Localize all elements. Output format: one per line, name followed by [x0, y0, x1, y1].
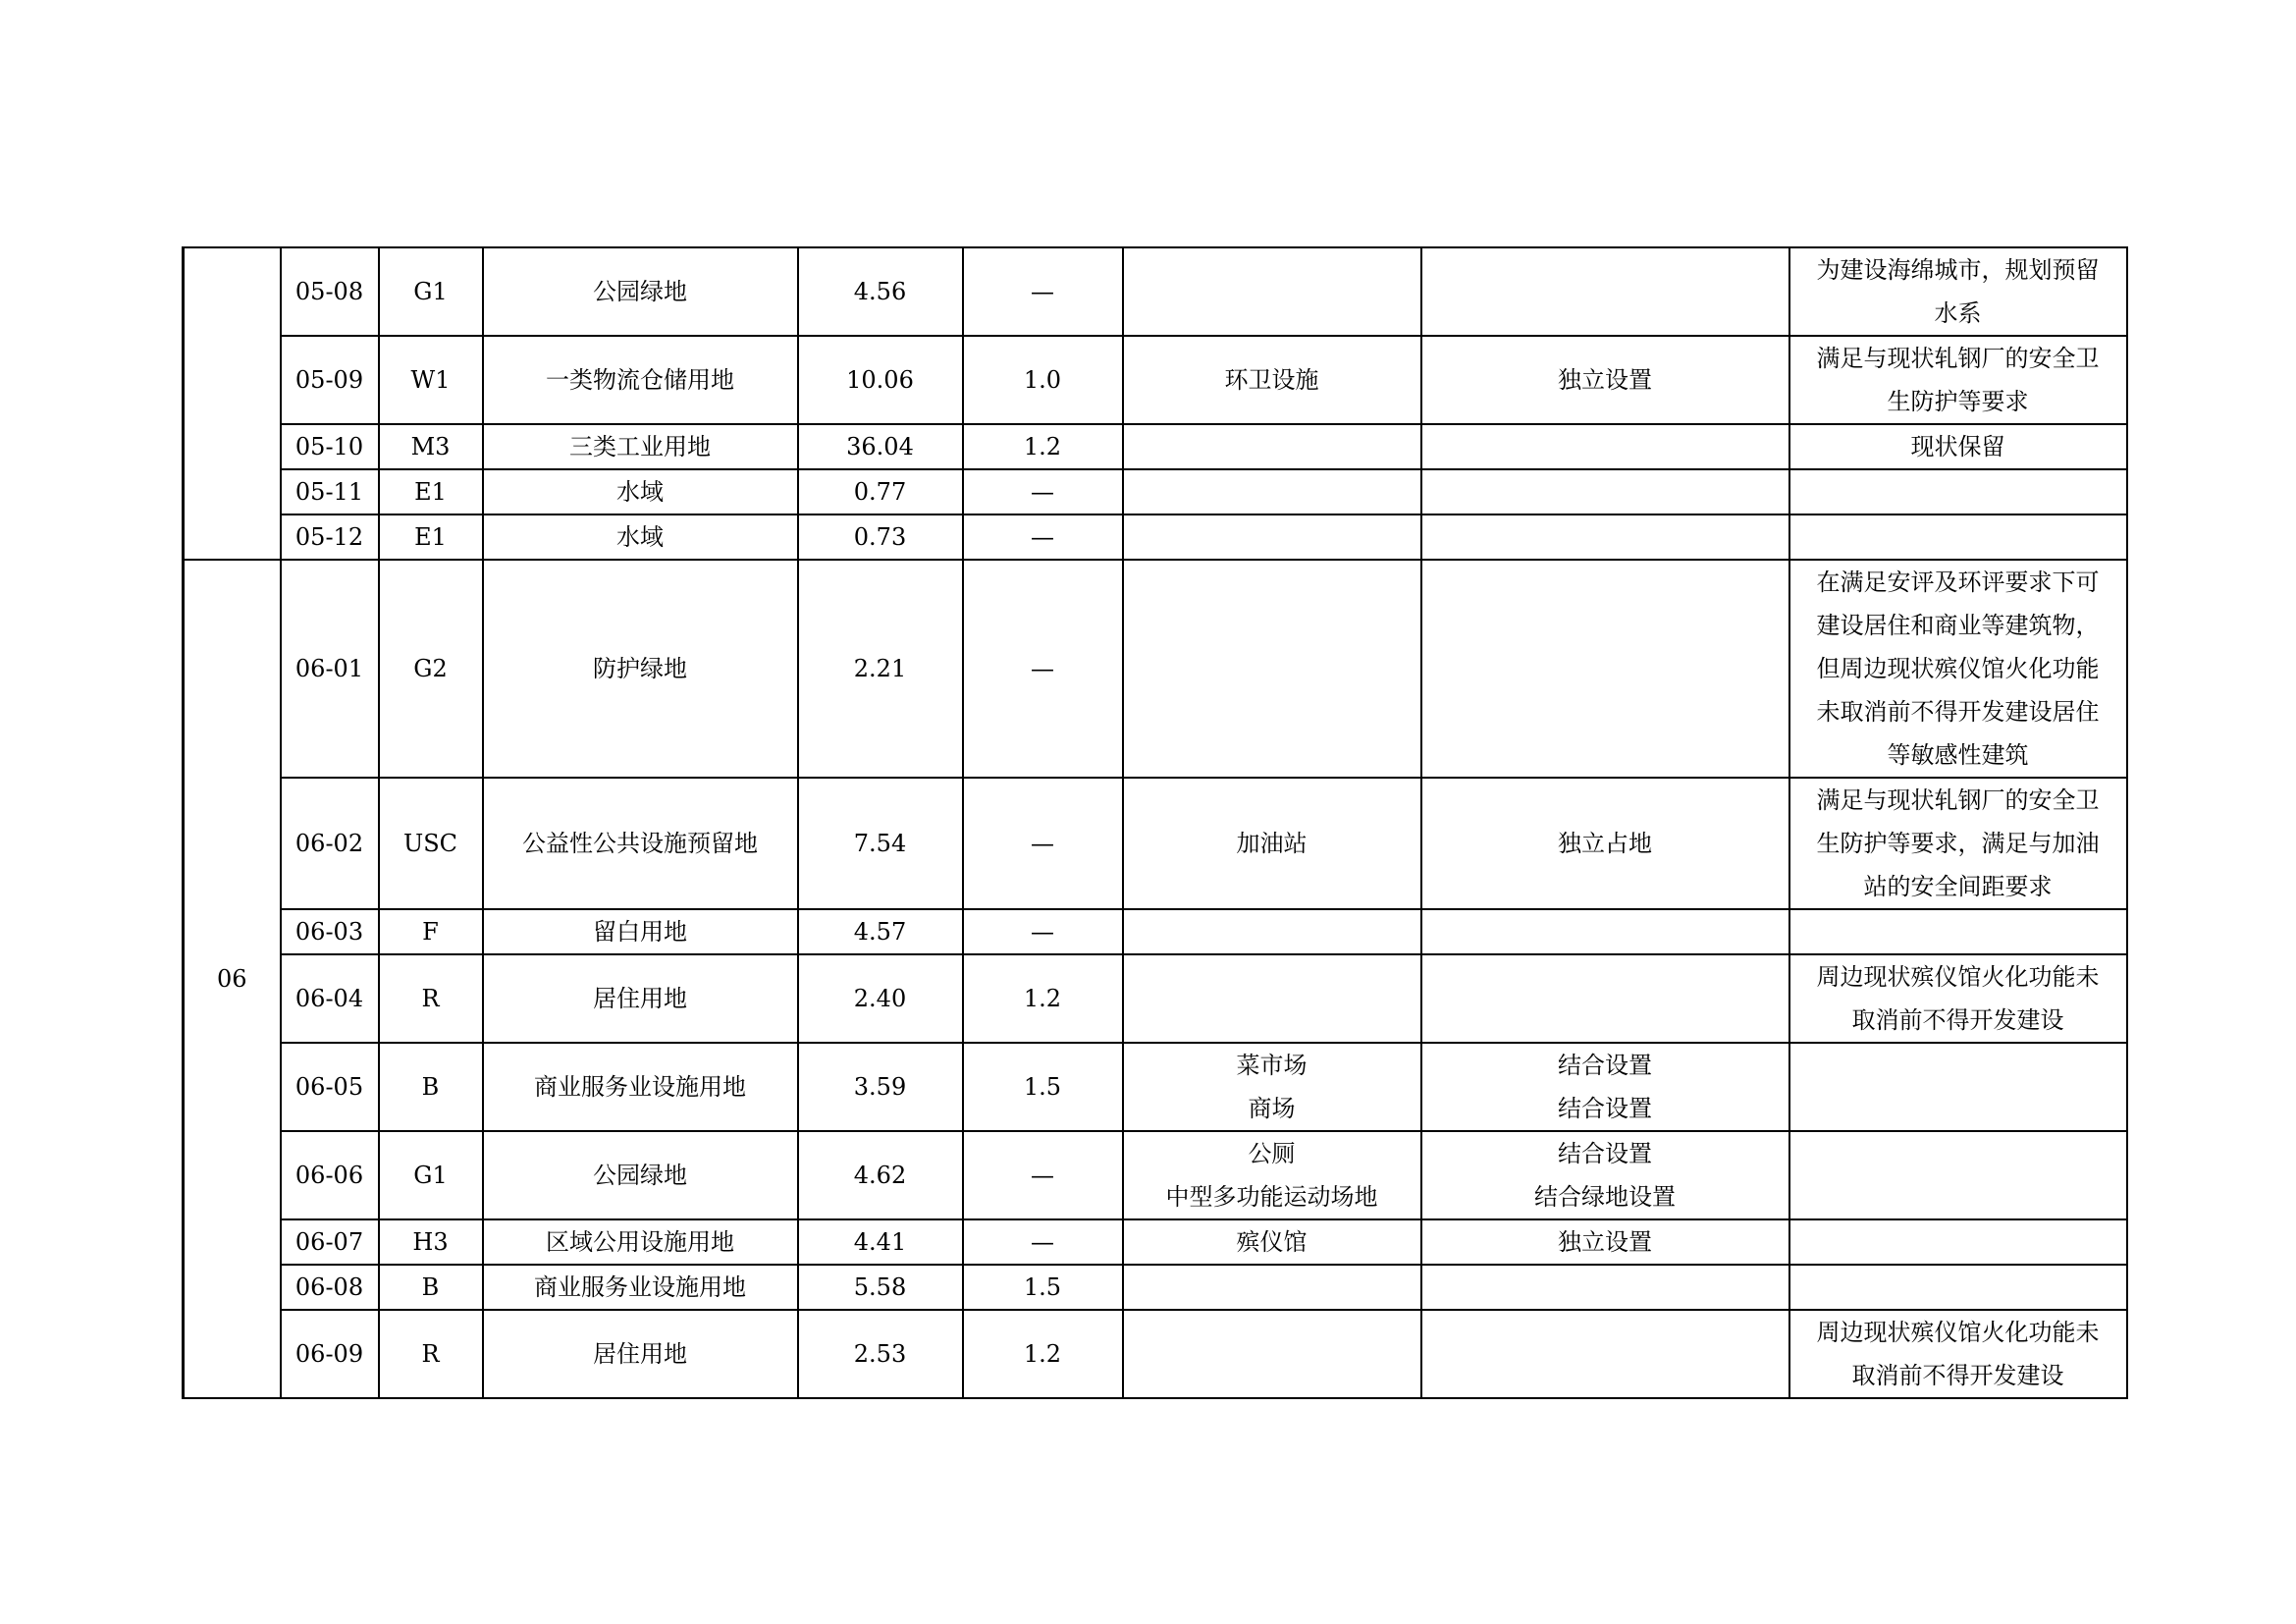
land-type-code: R: [379, 954, 483, 1043]
table-row: [184, 560, 2127, 778]
land-use-name: 居住用地: [483, 954, 798, 1043]
setup-mode-line: 结合设置: [1558, 1052, 1652, 1079]
setup-mode: [1421, 469, 1789, 514]
plot-code: 06-05: [281, 1043, 379, 1131]
remark: [1789, 1310, 2127, 1398]
plot-code: 06-02: [281, 778, 379, 909]
facility-name: [1123, 469, 1421, 514]
setup-mode: [1421, 1043, 1789, 1131]
setup-mode: [1421, 778, 1789, 909]
plot-code: 06-07: [281, 1219, 379, 1265]
facility-name-line: 商场: [1248, 1095, 1296, 1122]
remark-line: 站的安全间距要求: [1863, 873, 2053, 900]
facility-name: [1123, 1131, 1421, 1219]
remark-line: 生防护等要求: [1887, 388, 2029, 415]
land-type-code: USC: [379, 778, 483, 909]
setup-mode: [1421, 909, 1789, 954]
land-type-code: M3: [379, 424, 483, 469]
area-value: 3.59: [798, 1043, 963, 1131]
remark-line: 未取消前不得开发建设居住: [1816, 698, 2100, 726]
plot-code: 05-11: [281, 469, 379, 514]
table-row: [184, 514, 2127, 560]
remark-line: 周边现状殡仪馆火化功能未: [1816, 963, 2100, 991]
table-row: [184, 1219, 2127, 1265]
remark-line: 等敏感性建筑: [1887, 741, 2029, 769]
far-value: 1.2: [963, 424, 1123, 469]
far-value: 1.5: [963, 1043, 1123, 1131]
setup-mode: [1421, 514, 1789, 560]
plot-code: 06-08: [281, 1265, 379, 1310]
facility-name: [1123, 514, 1421, 560]
table-row: [184, 1043, 2127, 1131]
land-type-code: G2: [379, 560, 483, 778]
remark-line: 但周边现状殡仪馆火化功能: [1816, 655, 2100, 682]
setup-mode: [1421, 954, 1789, 1043]
setup-mode: [1421, 1131, 1789, 1219]
land-type-code: E1: [379, 514, 483, 560]
setup-mode-line: 独立设置: [1558, 1228, 1652, 1256]
table-row: [184, 424, 2127, 469]
far-value: —: [963, 1131, 1123, 1219]
table-row: [184, 954, 2127, 1043]
facility-name: [1123, 560, 1421, 778]
remark-line: 建设居住和商业等建筑物，: [1816, 612, 2100, 639]
area-value: 2.53: [798, 1310, 963, 1398]
land-type-code: H3: [379, 1219, 483, 1265]
land-use-name: 水域: [483, 514, 798, 560]
remark: [1789, 514, 2127, 560]
table-row: [184, 247, 2127, 336]
plot-code: 06-03: [281, 909, 379, 954]
facility-name: [1123, 1310, 1421, 1398]
land-use-name: 防护绿地: [483, 560, 798, 778]
setup-mode: [1421, 1219, 1789, 1265]
facility-name-line: 中型多功能运动场地: [1165, 1183, 1378, 1211]
setup-mode: [1421, 247, 1789, 336]
facility-name: [1123, 424, 1421, 469]
table-row: [184, 1310, 2127, 1398]
facility-name: [1123, 778, 1421, 909]
facility-name: [1123, 1265, 1421, 1310]
plot-code: 06-06: [281, 1131, 379, 1219]
remark-line: 为建设海绵城市，规划预留: [1816, 256, 2100, 284]
remark: [1789, 336, 2127, 424]
land-use-name: 水域: [483, 469, 798, 514]
setup-mode-line: 结合设置: [1558, 1095, 1652, 1122]
remark-line: 现状保留: [1910, 433, 2005, 460]
remark: [1789, 1043, 2127, 1131]
remark: [1789, 1219, 2127, 1265]
land-use-name: 商业服务业设施用地: [483, 1265, 798, 1310]
setup-mode-line: 结合设置: [1558, 1140, 1652, 1167]
remark: [1789, 424, 2127, 469]
area-value: 4.41: [798, 1219, 963, 1265]
plot-code: 05-12: [281, 514, 379, 560]
remark: [1789, 560, 2127, 778]
setup-mode: [1421, 560, 1789, 778]
remark-line: 满足与现状轧钢厂的安全卫: [1816, 345, 2100, 372]
land-use-name: 居住用地: [483, 1310, 798, 1398]
setup-mode: [1421, 1310, 1789, 1398]
remark-line: 满足与现状轧钢厂的安全卫: [1816, 786, 2100, 814]
remark: [1789, 778, 2127, 909]
far-value: 1.2: [963, 1310, 1123, 1398]
plot-code: 06-01: [281, 560, 379, 778]
land-use-name: 三类工业用地: [483, 424, 798, 469]
area-value: 7.54: [798, 778, 963, 909]
far-value: 1.5: [963, 1265, 1123, 1310]
facility-name: [1123, 1219, 1421, 1265]
area-value: 5.58: [798, 1265, 963, 1310]
facility-name-line: 加油站: [1236, 830, 1308, 857]
land-use-name: 公益性公共设施预留地: [483, 778, 798, 909]
setup-mode: [1421, 336, 1789, 424]
far-value: —: [963, 469, 1123, 514]
land-type-code: G1: [379, 1131, 483, 1219]
remark-line: 生防护等要求，满足与加油: [1816, 830, 2100, 857]
area-value: 4.57: [798, 909, 963, 954]
area-value: 2.40: [798, 954, 963, 1043]
area-value: 0.73: [798, 514, 963, 560]
table-row: [184, 1131, 2127, 1219]
table-body: [184, 247, 2127, 1398]
facility-name-line: 菜市场: [1236, 1052, 1308, 1079]
remark-line: 水系: [1934, 299, 1982, 327]
block-number-cell: 06: [184, 560, 281, 1398]
land-use-table: [182, 246, 2128, 1399]
table-row: [184, 336, 2127, 424]
land-use-name: 留白用地: [483, 909, 798, 954]
far-value: 1.0: [963, 336, 1123, 424]
plot-code: 05-09: [281, 336, 379, 424]
area-value: 0.77: [798, 469, 963, 514]
area-value: 4.62: [798, 1131, 963, 1219]
plot-code: 05-08: [281, 247, 379, 336]
table-row: [184, 778, 2127, 909]
remark-line: 取消前不得开发建设: [1851, 1006, 2064, 1034]
remark-line: 取消前不得开发建设: [1851, 1362, 2064, 1389]
land-type-code: F: [379, 909, 483, 954]
plot-code: 06-04: [281, 954, 379, 1043]
plot-code: 05-10: [281, 424, 379, 469]
setup-mode: [1421, 424, 1789, 469]
plot-code: 06-09: [281, 1310, 379, 1398]
far-value: —: [963, 247, 1123, 336]
facility-name: [1123, 909, 1421, 954]
land-use-name: 区域公用设施用地: [483, 1219, 798, 1265]
area-value: 2.21: [798, 560, 963, 778]
far-value: —: [963, 560, 1123, 778]
facility-name-line: 殡仪馆: [1236, 1228, 1308, 1256]
land-type-code: E1: [379, 469, 483, 514]
land-use-name: 公园绿地: [483, 247, 798, 336]
remark: [1789, 247, 2127, 336]
area-value: 4.56: [798, 247, 963, 336]
table-row: [184, 909, 2127, 954]
area-value: 36.04: [798, 424, 963, 469]
remark: [1789, 1131, 2127, 1219]
facility-name-line: 公厕: [1248, 1140, 1296, 1167]
setup-mode-line: 独立占地: [1558, 830, 1652, 857]
facility-name: [1123, 336, 1421, 424]
far-value: 1.2: [963, 954, 1123, 1043]
far-value: —: [963, 909, 1123, 954]
remark: [1789, 469, 2127, 514]
land-type-code: W1: [379, 336, 483, 424]
setup-mode-line: 结合绿地设置: [1534, 1183, 1676, 1211]
remark-line: 在满足安评及环评要求下可: [1816, 568, 2100, 596]
facility-name-line: 环卫设施: [1224, 366, 1319, 394]
far-value: —: [963, 514, 1123, 560]
remark: [1789, 1265, 2127, 1310]
setup-mode: [1421, 1265, 1789, 1310]
land-type-code: R: [379, 1310, 483, 1398]
table-row: [184, 1265, 2127, 1310]
setup-mode-line: 独立设置: [1558, 366, 1652, 394]
land-use-name: 商业服务业设施用地: [483, 1043, 798, 1131]
land-type-code: G1: [379, 247, 483, 336]
far-value: —: [963, 778, 1123, 909]
facility-name: [1123, 247, 1421, 336]
land-type-code: B: [379, 1043, 483, 1131]
remark-line: 周边现状殡仪馆火化功能未: [1816, 1319, 2100, 1346]
remark: [1789, 909, 2127, 954]
land-use-name: 公园绿地: [483, 1131, 798, 1219]
remark: [1789, 954, 2127, 1043]
land-type-code: B: [379, 1265, 483, 1310]
far-value: —: [963, 1219, 1123, 1265]
area-value: 10.06: [798, 336, 963, 424]
facility-name: [1123, 1043, 1421, 1131]
land-use-name: 一类物流仓储用地: [483, 336, 798, 424]
table-row: [184, 469, 2127, 514]
block-number-cell: [184, 247, 281, 560]
facility-name: [1123, 954, 1421, 1043]
